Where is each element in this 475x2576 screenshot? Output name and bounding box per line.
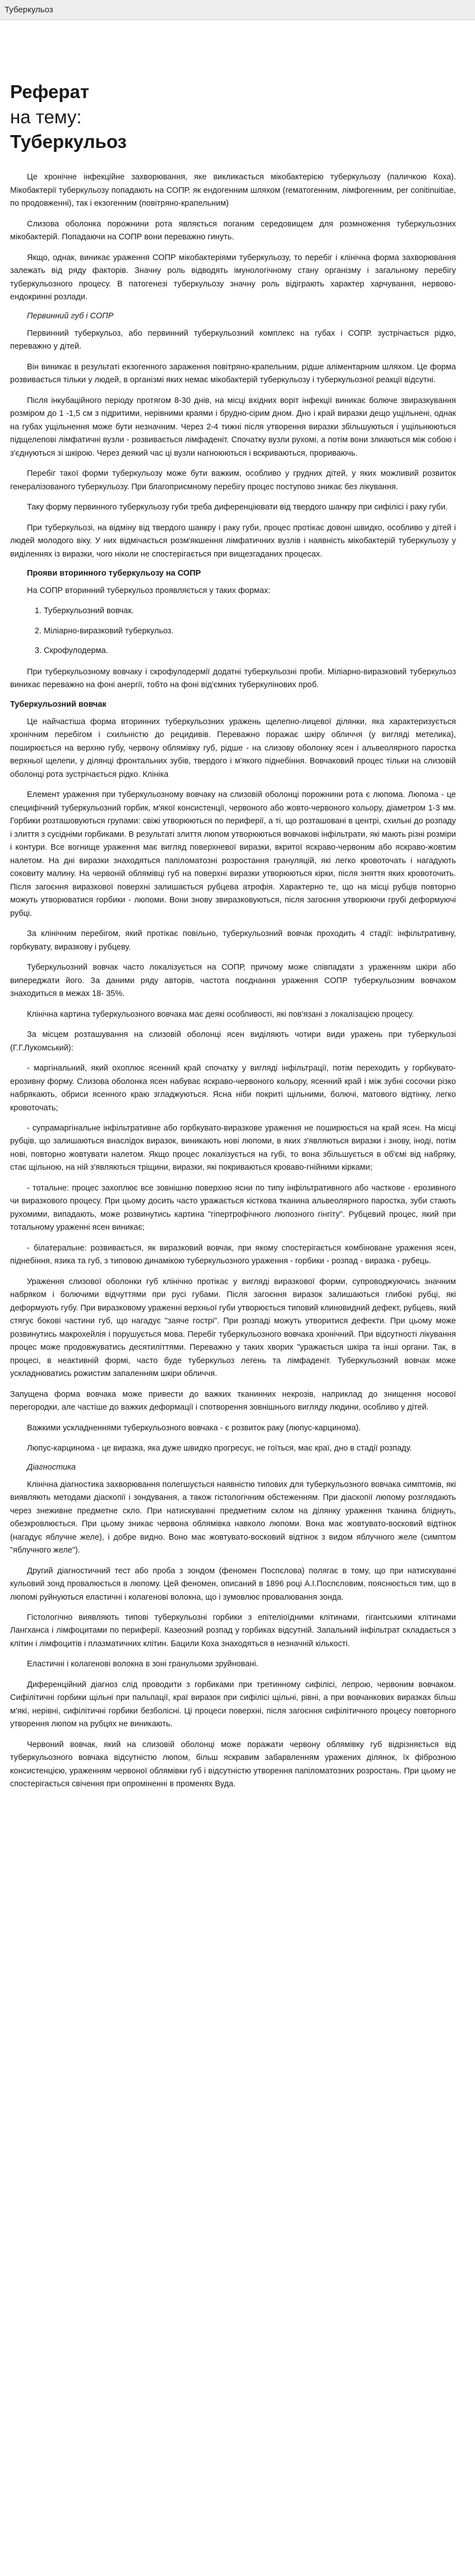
paragraph: Клінічна діагностика захворювання полегшується наявністю типових для туберкульозного вовчака симптомів, які виявляють методами діаскопії і зондування, а також гістологічним обстеженням. При діаскопії люпому розглядають через знеживне предметне скло. При натискуванні предметним склом на ділянку ураження тканина бліднуть, обезкровлюється. При цьому зникає червона облямівка навколо люпоми. Вона має жовтувато-восковий відтінок (нагадує яблучне желе), і добре видно. Воно має жовтувато-восковий відтінок з видом яблучного желе (симптом "яблучного желе"). bbox=[10, 1480, 456, 1555]
paragraph: - білатеральне: розвивається, як виразковий вовчак, при якому спостерігається комбіноване ураження ясен, піднебіння, язика та губ, з типовою динамікою туберкульозного ураження - горбики - розпад - виразка - рубець. bbox=[10, 1243, 456, 1266]
paragraph: Первинний туберкульоз, або первинний туберкульозний комплекс на губах і СОПР. зустрічається рідко, переважно у дітей. bbox=[10, 328, 456, 351]
paragraph: Це найчастіша форма вторинних туберкульозних уражень щелепно-лицевої ділянки, яка характеризується хронічним перебігом і схильністю до рецидивів. Переважно поражає шкіру обличчя (у вигляді метелика), поширюється на верхню губу, червону облямівку губ, рідше - на слизову оболонку ясен і альвеолярного паростка верхньої щелепи, у ділянці фронтальних зубів, твердого і м'якого піднебіння. Вовчаковий процес тільки на слизовій оболонці рота зустрічається рідко. Клініка bbox=[10, 717, 456, 779]
subtitle-diagnostics: Діагностика bbox=[27, 1462, 76, 1472]
paragraph: Таку форму первинного туберкульозу губи треба диференціювати від твердого шанкру при сифілісі і раку губи. bbox=[27, 503, 448, 512]
forms-list bbox=[27, 605, 456, 657]
document-heading: Реферат bbox=[10, 81, 90, 102]
subtitle-primary-tb: Первинний губ і СОПР bbox=[27, 311, 114, 321]
window-title-bar bbox=[0, 0, 475, 20]
paragraph: Якщо, однак, виникає ураження СОПР мікобактеріями туберкульозу, то перебіг і клінічна форма захворювання залежать від ряду факторів. Значну роль відводять імунологічному стану організму і загальному перебігу туберкульозного процесу. В патогенезі туберкульозу значну роль відіграють характер харчування, нервово-ендокринні розлади. bbox=[10, 253, 456, 302]
paragraph: - тотальне: процес захоплює все зовнішню поверхню ясни по типу інфільтративного або часткове - ерозивного чи виразкового процесу. При цьому досить часто уражається кісткова тканина альвеолярного паростка, зуби стають рухомими, випадають, може розвинутись картина "гіпертрофічного люпозного гінгіту". Рубцевий процес, який при тотальному ураженні ясен виникає; bbox=[10, 1183, 456, 1233]
paragraph: За місцем розташування на слизовій оболонці ясен виділяють чотири види уражень при туберкульозі (Г.Г.Лукомський): bbox=[10, 1030, 456, 1053]
paragraph: - маргінальний, який охоплює ясенний край спочатку у вигляді інфільтрації, потім переходить у горбкувато-ерозивну форму. Слизова оболонка ясен набуває яскраво-червоного кольору, ясенний край і між зубні сосочки різко набрякають, обриси ясенного краю згладжуються. Ясна ніби покриті щільними, болючі, матового відтінку, легко кровоточать; bbox=[10, 1064, 456, 1113]
paragraph: Слизова оболонка порожнини рота являється поганим середовищем для розмноження туберкульозних мікобактерій. Попадаючи на СОПР вони переважно гинуть. bbox=[10, 219, 456, 242]
paragraph: Люпус-карцинома - це виразка, яка дуже швидко прогресує, не гоїться, має краї, дно в стадії розпаду. bbox=[27, 1444, 412, 1453]
paragraph: Червоний вовчак, який на слизовій оболонці може поражати червону облямівку губ відрізняється від туберкульозного вовчака відсутністю люпом, більш яскравим забарвленням уражених ділянок, їх фіброзною консистенцією, ураженням червоної облямівки губ і відсутністю утворення папіломатозних розростань. При цьому не спостерігається свічення при опроміненні в променях Вуда. bbox=[10, 1740, 456, 1789]
section-lupus: Туберкульозний вовчак bbox=[10, 699, 107, 709]
paragraph: Запущена форма вовчака може привести до важких тканинних некрозів, наприклад до знищення носової перегородки, але частіше до важких деформації і спотворення зовнішнього вигляду людини, особливо у дітей. bbox=[10, 1389, 456, 1412]
paragraph: Еластичні і колагенові волокна в зоні гранульоми зруйновані. bbox=[27, 1660, 259, 1669]
paragraph: Після інкубаційного періоду протягом 8-30 днів, на місці вхідних воріт інфекції виникає болюче звиразкування розміром до 1 -1,5 см з підритими, нерівними краями і брудно-сірим дном. Дно і край виразки дещо ущільнені, однак на губах ущільнення може бути незначним. Через 2-4 тижні після утворення виразки збільшуються і ущільнюються підщелепові лімфатичні вузли - розвивається лімфаденіт. Спочатку вузли рухомі, а потім вони злиаються між собою і з'єднуються зі шкірою. Через деякий час ці вузли нагноюються і вскриваються, прориваючь. bbox=[10, 396, 456, 458]
paragraph: Гістологічно виявляють типові туберкульозні горбики з епітеліоїдними клітинами, гігантськими клітинами Лангханса і лімфоцитами по периферії. Казеозний розпад у горбиках відсутній. Запальний інфільтрат складається з клітин і лімфоцитів і плазматичних клітин. Бацили Коха знаходяться в незначній кількості. bbox=[10, 1613, 456, 1648]
paragraph: Він виникає в результаті екзогенного зараження повітряно-крапельним, рідше аліментарним шляхом. Це форма розвивається тільки у людей, в організмі яких немає мікобактерій туберкульозу і туберкульозної реакції відсутні. bbox=[10, 362, 456, 385]
list-item: 2. Міліарно-виразковий туберкульоз. bbox=[44, 625, 456, 638]
section-secondary-tb: Прояви вторинного туберкульозу на СОПР bbox=[27, 569, 201, 578]
document-title: Туберкульоз bbox=[10, 131, 127, 152]
paragraph: Другий діагностичний тест або проба з зондом (феномен Поспєлова) полягає в тому, що при натискуванні кульовий зонд провалюється в люпому. Цей феномен, описаний в 1896 році А.І.Поспєловим, пояснюється тим, що в люпомі руйнуються еластичні і колагенові волокна, що і зумовлює провалювання зонда. bbox=[10, 1566, 456, 1602]
paragraph: За клінічним перебігом, який протікає повільно, туберкульозний вовчак проходить 4 стадії: інфільтративну, горбкувату, виразкову і рубцеву. bbox=[10, 929, 456, 952]
paragraph: Туберкульозний вовчак часто локалізується на СОПР, причому може співпадати з ураженням шкіри або випереджати його. За даними ряду авторів, частота поєднання ураження СОПР туберкульозним вовчаком знаходиться в межах 18- 35%. bbox=[10, 963, 456, 999]
paragraph: Важкими ускладненнями туберкульозного вовчака - є розвиток раку (люпус-карцинома). bbox=[27, 1423, 361, 1433]
paragraph: На СОПР вторинний туберкульоз проявляється у таких формах: bbox=[27, 586, 271, 595]
paragraph: - супрамаргінальне інфільтративне або горбкувато-виразкове ураження не поширюється на край ясен. На місці рубців, що залишаються внаслідок виразок, виникають нові люпоми, в яких з'являються виразки і знову, іноді, потім нові, повторно жовтувати налетом. Якщо процес локалізується на губі, то вона збільшується в об'ємі від набряку, стає щільною, на ній з'являються тріщини, виразки, які покриваються кроваво-гнійними кірками; bbox=[10, 1123, 456, 1173]
document-body bbox=[0, 20, 475, 1791]
paragraph: При туберкульозі, на відміну від твердого шанкру і раку губи, процес протікає довоні швидко, особливо у дітей і людей молодого віку. У них відмічається розм'якшення лімфатичних вузлів і наявність мікобактерій туберкульозу у виділеннях із виразки, чого ніколи не спостерігається при вищезгаданих процесах. bbox=[10, 523, 456, 559]
paragraph: Перебіг такої форми туберкульозу може бути важким, особливо у грудних дітей, у яких можливий розвиток генералізованого туберкульозу. При благоприємному перебігу процес поступово зникає без лікування. bbox=[10, 469, 456, 492]
list-item: 3. Скрофулодерма. bbox=[44, 645, 456, 657]
paragraph: Елемент ураження при туберкульозному вовчаку на слизовій оболонці порожнини рота є люпома. Люпома - це специфічний туберкульозний горбик, м'якої консистенції, червоного або жовто-червоного кольору, діаметром 1-3 мм. Горбики розташовуються групами: свіжі утворюються по периферії, а ті, що розташовані в центрі, схильні до розпаду і злиття з сусідніми горбиками. В результаті злиття люпом утворюються вовчакові інфільтрати, які мають різні розміри і контури. Все вогнище ураження має вигляд поверхневої виразки, вкритої яскраво-червоним або яскраво-жовтим налетом. На дні виразки знаходяться папіломатозні розростання грануляцій, які легко кровоточать і нагадують соковиту малину. На червоній облямівці губ на поверхні виразки утворюються кірки, після зняття яких кровоточить. Після загоєння виразкової поверхні залишається рубцева атрофія. Характерно те, що на місці рубців повторно можуть утворюватися горбики - люпоми. Вони знову звиразковуються, після загоєння утворюючи грубі деформуючі рубці. bbox=[10, 790, 456, 918]
paragraph: Це хронічне інфекційне захворювання, яке викликається мікобактерією туберкульозу (паличкою Коха). Мікобактерії туберкульозу попадають на СОПР. як ендогенним шляхом (гематогенним, лімфогенним, per conitinuitiae, по продовженні), так і екзогенним (повітряно-крапельним) bbox=[10, 173, 456, 209]
window-title: Туберкульоз bbox=[4, 5, 53, 15]
list-item: 1. Туберкульозний вовчак. bbox=[44, 605, 456, 618]
paragraph: При туберкульозному вовчаку і скрофулодермії додатні туберкульозні проби. Міліарно-виразковий туберкульоз виникає переважно на фоні анергії, тобто на фоні від'ємних туберкулінових проб. bbox=[10, 667, 456, 690]
paragraph: Диференційний діагноз слід проводити з горбиками при третинному сифілісі, лепрою, червоним вовчаком. Сифілітичні горбики щільні при пальпації, краї виразок при сифілісі щільні, рівні, а при вовчанкових виразках більш м'які, нерівні, сифілітичні горбики безболісні. Ці процеси поверхні, після загоєння сифілітичного процесу повторного утворення люпом на рубцях не виникають. bbox=[10, 1680, 456, 1729]
document-subheading: на тему: bbox=[10, 106, 82, 127]
paragraph: Ураження слизової оболонки губ клінічно протікає у вигляді виразкової форми, супроводжуючись значним набряком і болючими відчуттями при русі губами. Після загоєння виразок залишаються глибокі рубці, які деформують губу. При виразковому ураженні верхньої губи утворюється типовий клиновидний дефект, рубцевь, який стягує бокові частини губ, що нагадує "заяче гострі". При розпаді можуть утворитися дефекти. При цьому може розвинутись макрохейлія і порушується мова. Перебіг туберкульозного вовчака хронічний. При відсутності лікування процес може продовжуватись десятиліттями. Переважно у таких хворих "уражається шкіра та інші органи. Так, в процесі, в неактивній формі, часто буде туберкульоз легень та лімфаденіт. Туберкульозний вовчак може ускладнюватись рожистим запаленням шкіри обличчя. bbox=[10, 1277, 456, 1379]
paragraph: Клінічна картина туберкульозного вовчака має деякі особливості, які пов'язані з локалізацією процесу. bbox=[27, 1009, 414, 1019]
